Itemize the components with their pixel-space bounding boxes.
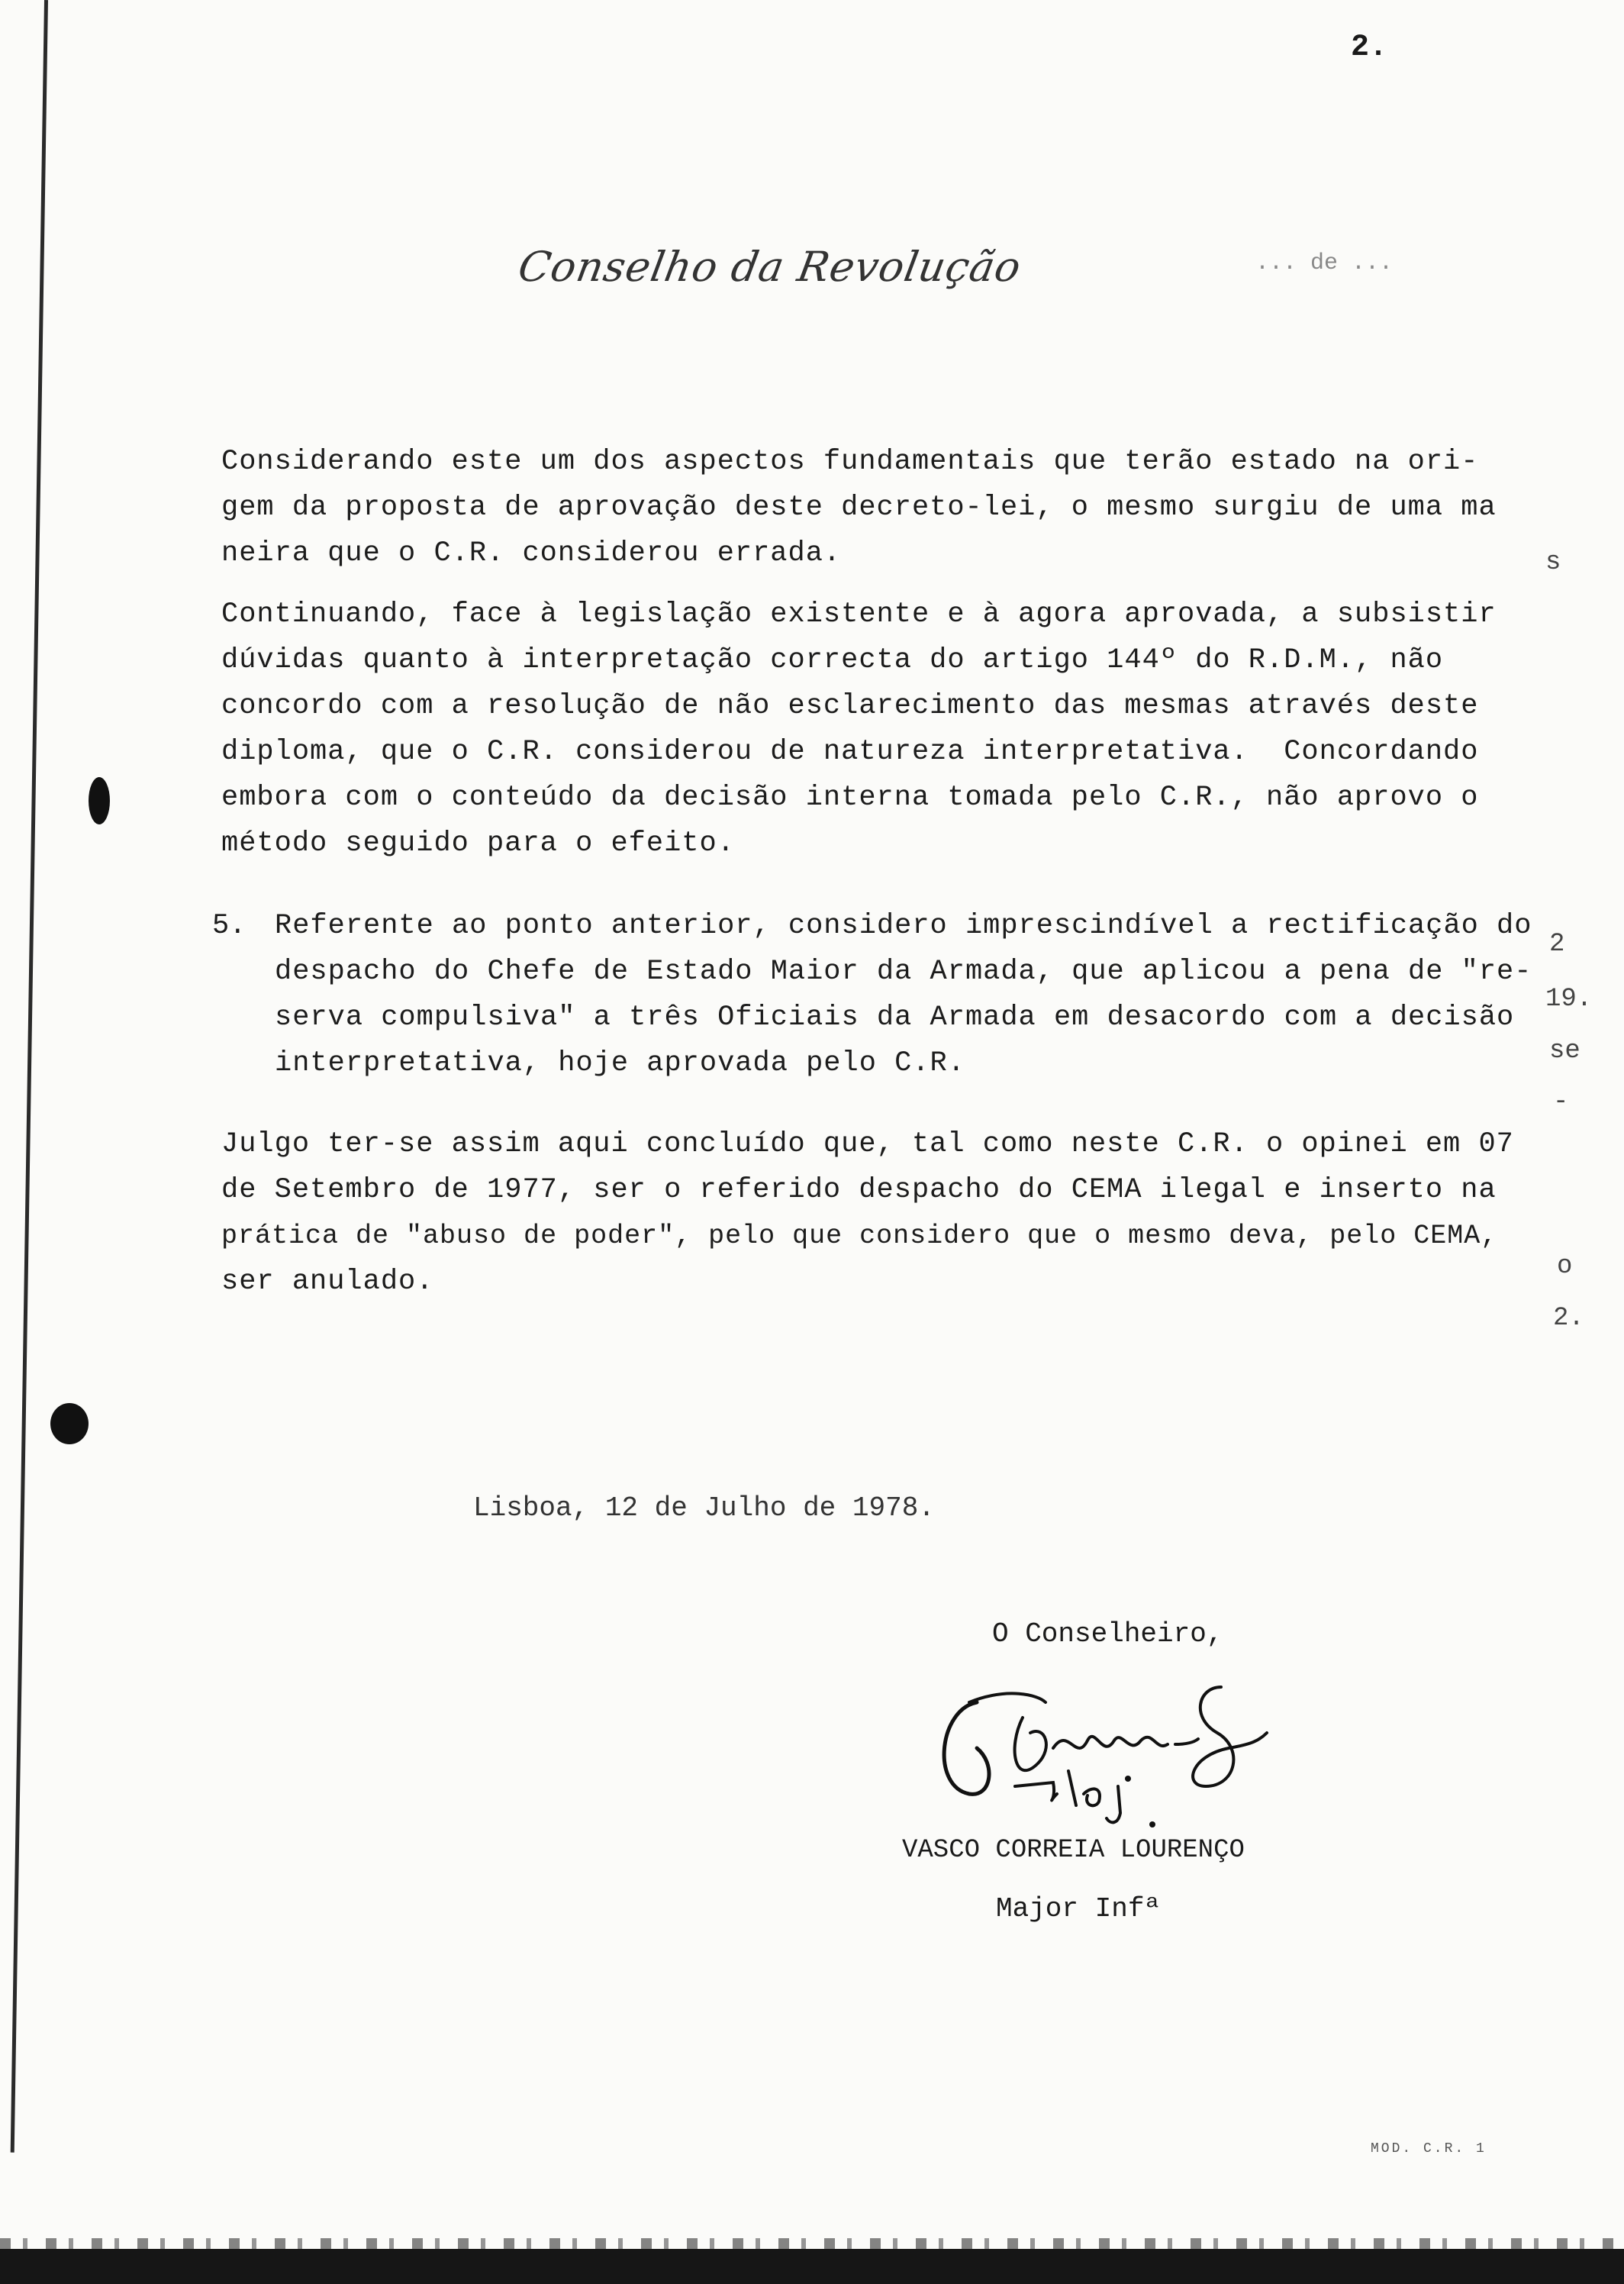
signer-name: VASCO CORREIA LOURENÇO [902,1836,1245,1865]
margin-mark: 19. [1545,985,1593,1014]
text-line: ser anulado. [221,1266,434,1298]
text-line: método seguido para o efeito. [221,827,735,860]
text-line: gem da proposta de aprovação deste decreto-lei, o mesmo surgiu de uma ma [221,492,1497,524]
text-line: despacho do Chefe de Estado Maior da Armada, que aplicou a pena de "re- [275,956,1532,988]
text-line: neira que o C.R. considerou errada. [221,537,842,569]
text-line: diploma, que o C.R. considerou de natureza interpretativa. Concordando [221,736,1479,768]
text-line: Considerando este um dos aspectos fundamentais que terão estado na ori- [221,446,1479,478]
text-line: Julgo ter-se assim aqui concluído que, tal como neste C.R. o opinei em 07 [221,1128,1514,1160]
form-code: MOD. C.R. 1 [1371,2141,1487,2157]
scan-bottom-edge [0,2249,1624,2284]
text-line: serva compulsiva" a três Oficiais da Armada em desacordo com a decisão [275,1002,1515,1034]
page-number: 2. [1351,31,1388,65]
letter-body [212,439,1532,1320]
margin-mark: - [1553,1088,1569,1117]
place-and-date: Lisboa, 12 de Julho de 1978. [473,1492,935,1524]
paragraph-numbered [212,903,1532,1086]
letterhead-title: Conselho da Revolução [514,243,1026,291]
text-line: Continuando, face à legislação existente e à agora aprovada, a subsistir [221,598,1497,631]
page-binding-line [11,0,48,2153]
text-line: embora com o conteúdo da decisão interna tomada pelo C.R., não aprovo o [221,782,1479,814]
margin-mark: s [1545,548,1561,577]
letterhead-faint-text: ... de ... [1255,250,1394,276]
paragraph-continuando [221,592,1497,866]
margin-mark: se [1549,1037,1580,1066]
text-line: dúvidas quanto à interpretação correcta do artigo 144º do R.D.M., não [221,644,1444,676]
signer-rank: Major Infª [996,1893,1162,1924]
text-line: de Setembro de 1977, ser o referido despacho do CEMA ilegal e inserto na [221,1174,1497,1206]
paragraph-closing [221,1121,1514,1305]
signoff: O Conselheiro, [992,1618,1223,1650]
paragraph-considerando [221,439,1497,576]
margin-mark: 2 [1549,930,1565,959]
margin-mark: o [1557,1252,1573,1281]
punch-hole-top [89,777,110,824]
text-line: concordo com a resolução de não esclarecimento das mesmas através deste [221,690,1479,722]
punch-hole-bottom [50,1403,89,1444]
text-line: prática de "abuso de poder", pelo que considero que o mesmo deva, pelo CEMA, [221,1221,1498,1251]
paragraph-number: 5. [212,910,246,942]
text-line: interpretativa, hoje aprovada pelo C.R. [275,1047,965,1079]
handwritten-signature [923,1672,1320,1840]
text-line: Referente ao ponto anterior, considero imprescindível a rectificação do [275,910,1532,942]
margin-mark: 2. [1553,1304,1584,1333]
